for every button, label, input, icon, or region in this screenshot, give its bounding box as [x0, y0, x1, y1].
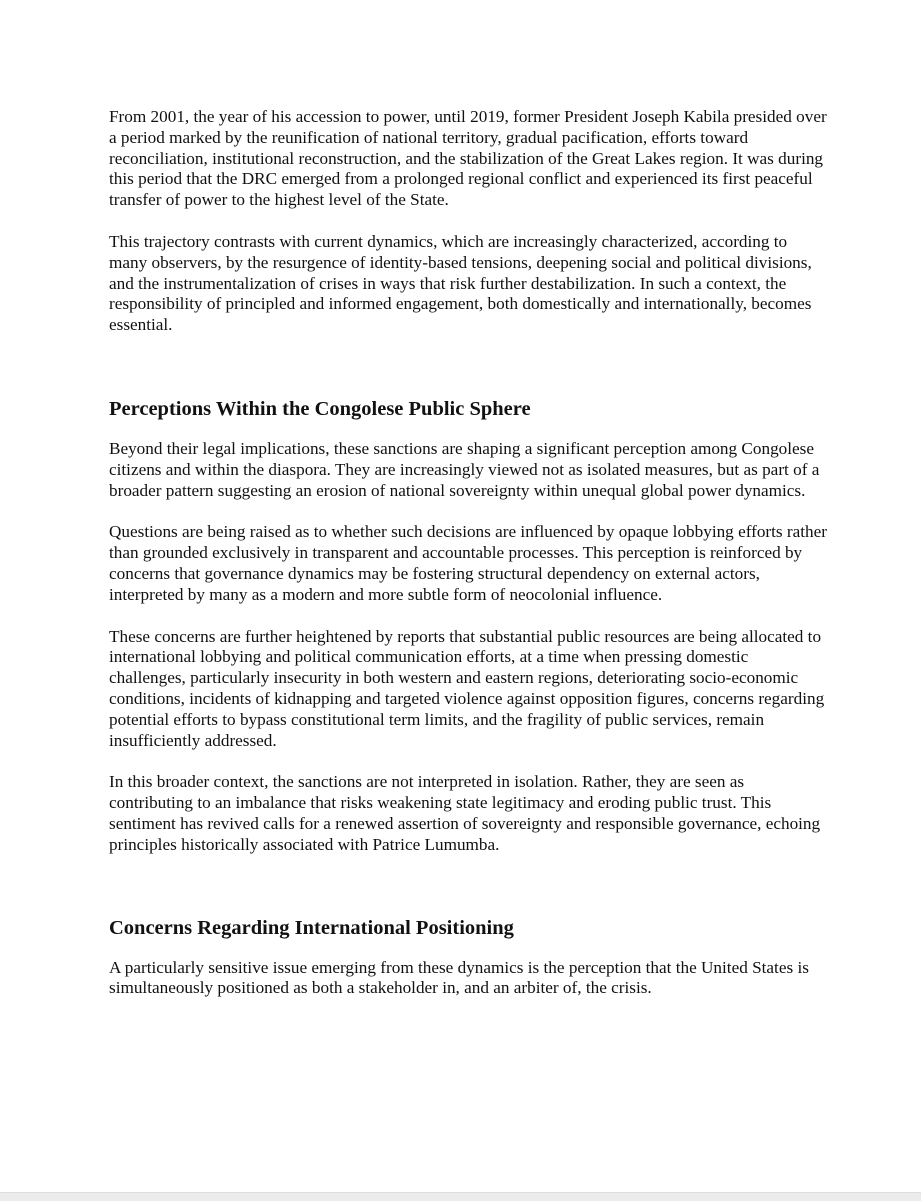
intro-paragraph-2: This trajectory contrasts with current dynamics, which are increasingly characterized, according to many observers, by the resurgence of identity-based tensions, deepening social and political divisions, and the instrumentalization of crises in ways that risk further destabilization. In such a context, the responsibility of principled and informed engagement, both domestically and internationally, becomes essential.: [109, 231, 812, 335]
international-positioning-paragraph-1: A particularly sensitive issue emerging from these dynamics is the perception that the United States is simultaneously positioned as both a stakeholder in, and an arbiter of, the crisis.: [109, 957, 809, 998]
perceptions-paragraph-3: These concerns are further heightened by reports that substantial public resources are being allocated to international lobbying and political communication efforts, at a time when pressing domestic challenges, particularly insecurity in both western and eastern regions, deteriorating socio-economic conditions, incidents of kidnapping and targeted violence against opposition figures, concerns regarding potential efforts to bypass constitutional term limits, and the fragility of public services, remain insufficiently addressed.: [109, 626, 825, 750]
section-heading-perceptions: Perceptions Within the Congolese Public Sphere: [109, 397, 531, 420]
perceptions-paragraph-1: Beyond their legal implications, these sanctions are shaping a significant perception among Congolese citizens and within the diaspora. They are increasingly viewed not as isolated measures, but as part of a broader pattern suggesting an erosion of national sovereignty within unequal global power dynamics.: [109, 438, 820, 500]
section-perceptions-body: [109, 439, 829, 856]
document-body: [109, 107, 829, 999]
perceptions-paragraph-2: Questions are being raised as to whether such decisions are influenced by opaque lobbying efforts rather than grounded exclusively in transparent and accountable processes. This perception is reinforced by concerns that governance dynamics may be fostering structural dependency on external actors, interpreted by many as a modern and more subtle form of neocolonial influence.: [109, 522, 827, 604]
section-heading-international-positioning: Concerns Regarding International Positioning: [109, 916, 514, 939]
section-international-positioning-body: [109, 958, 829, 1000]
perceptions-paragraph-4: In this broader context, the sanctions are not interpreted in isolation. Rather, they are seen as contributing to an imbalance that risks weakening state legitimacy and eroding public trust. This sentiment has revived calls for a renewed assertion of sovereignty and responsible governance, echoing principles historically associated with Patrice Lumumba.: [109, 772, 821, 854]
intro-paragraph-1: From 2001, the year of his accession to power, until 2019, former President Joseph Kabila presided over a period marked by the reunification of national territory, gradual pacification, efforts toward reconciliation, institutional reconstruction, and the stabilization of the Great Lakes region. It was during this period that the DRC emerged from a prolonged regional conflict and experienced its first peaceful transfer of power to the highest level of the State.: [109, 107, 827, 210]
